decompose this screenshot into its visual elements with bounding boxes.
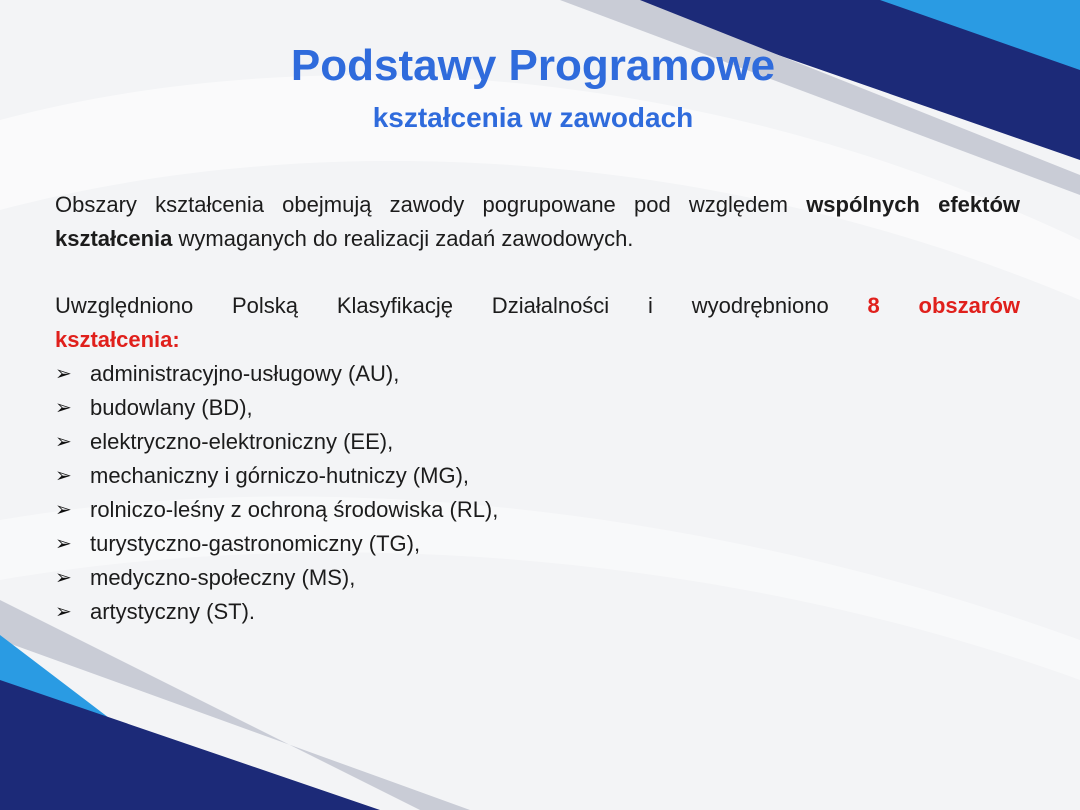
areas-intro-line2: kształcenia: — [55, 327, 180, 352]
intro-text-part2: wymaganych do realizacji zadań zawodowych. — [172, 226, 634, 251]
area-label: mechaniczny i górniczo-hutniczy (MG), — [90, 463, 470, 488]
list-item — [55, 357, 498, 391]
area-label: budowlany (BD), — [90, 395, 253, 420]
area-label: administracyjno-usługowy (AU), — [90, 361, 400, 386]
arrow-bullet-icon: ➢ — [55, 431, 72, 453]
list-item — [55, 595, 498, 629]
list-item — [55, 527, 498, 561]
arrow-bullet-icon: ➢ — [55, 499, 72, 521]
area-label: turystyczno-gastronomiczny (TG), — [90, 531, 421, 556]
arrow-bullet-icon: ➢ — [55, 397, 72, 419]
slide-title: Podstawy Programowe — [290, 41, 776, 90]
areas-intro-text: Uwzględniono Polską Klasyfikację Działalności i wyodrębniono — [55, 293, 868, 318]
slide-subtitle: kształcenia w zawodach — [372, 102, 694, 133]
areas-list — [55, 357, 498, 629]
area-label: artystyczny (ST). — [90, 599, 256, 624]
list-item — [55, 561, 498, 595]
list-item — [55, 459, 498, 493]
arrow-bullet-icon: ➢ — [55, 363, 72, 385]
arrow-bullet-icon: ➢ — [55, 533, 72, 555]
intro-text-part1: Obszary kształcenia obejmują zawody pogrupowane pod względem — [55, 192, 807, 217]
arrow-bullet-icon: ➢ — [55, 567, 72, 589]
list-item — [55, 391, 498, 425]
intro-paragraph — [55, 188, 1020, 256]
areas-intro-line1 — [55, 289, 1020, 323]
list-item — [55, 425, 498, 459]
areas-count-highlight: 8 obszarów — [867, 293, 1021, 318]
area-label: elektryczno-elektroniczny (EE), — [90, 429, 394, 454]
list-item — [55, 493, 498, 527]
area-label: rolniczo-leśny z ochroną środowiska (RL), — [90, 497, 499, 522]
arrow-bullet-icon: ➢ — [55, 465, 72, 487]
areas-intro-paragraph — [55, 289, 1020, 357]
area-label: medyczno-społeczny (MS), — [90, 565, 356, 590]
arrow-bullet-icon: ➢ — [55, 601, 72, 623]
intro-bold-phrase: wspólnych efektów kształcenia — [55, 192, 1020, 251]
